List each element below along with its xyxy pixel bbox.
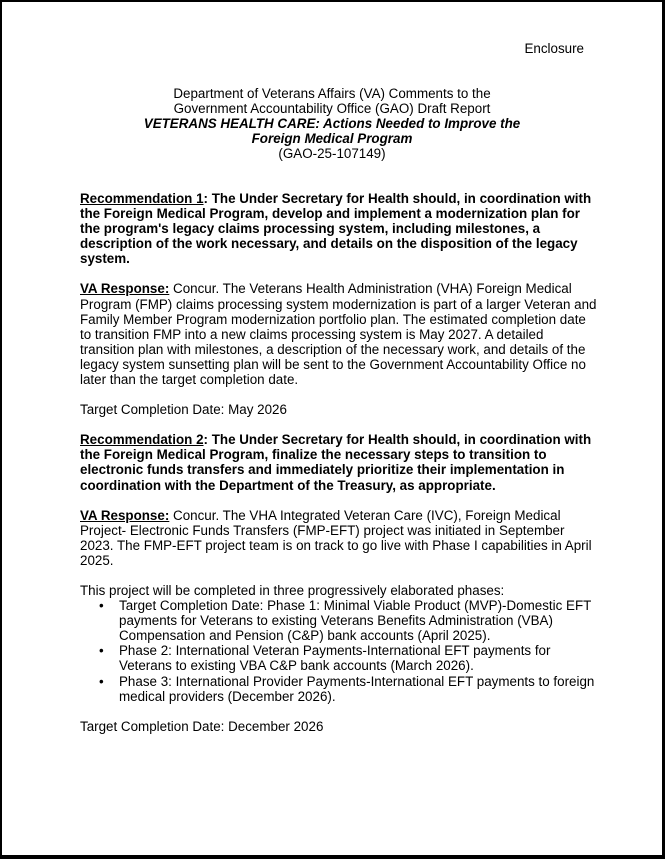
target-completion-1: Target Completion Date: May 2026 bbox=[80, 402, 287, 418]
phase-item bbox=[80, 674, 600, 704]
report-title-line-2: Foreign Medical Program bbox=[251, 131, 413, 147]
va-response-2-text: Concur. The VHA Integrated Veteran Care (IVC), Foreign Medical Project- Electronic Funds Transfers (FMP-EFT) project was initiated in September 2023. The FMP-EFT project team is on track to go live with Phase I capabilities in April 2025. bbox=[80, 507, 592, 568]
recommendation-2-label: Recommendation 2 bbox=[80, 432, 204, 448]
phase-text: Phase 2: International Veteran Payments-International EFT payments for Veterans to existing VBA C&P bank accounts (March 2026). bbox=[119, 643, 551, 674]
va-response-1-label: VA Response: bbox=[80, 281, 170, 297]
bullet-icon: • bbox=[99, 643, 104, 659]
phases-intro: This project will be completed in three progressively elaborated phases: bbox=[80, 582, 505, 598]
document-body bbox=[80, 191, 600, 749]
enclosure-label: Enclosure bbox=[524, 41, 584, 56]
header-line-2: Government Accountability Office (GAO) Draft Report bbox=[173, 101, 491, 117]
phase-text: Phase 3: International Provider Payments-International EFT payments to foreign medical providers (December 2026). bbox=[119, 673, 595, 704]
document-header bbox=[2, 86, 662, 161]
va-response-2 bbox=[80, 508, 600, 568]
va-response-1-text: Concur. The Veterans Health Administration (VHA) Foreign Medical Program (FMP) claims processing system modernization is part of a larger Veteran and Family Member Program modernization portfolio plan. The estimated completion date to transition FMP into a new claims processing system is May 2027. A detailed transition plan with milestones, a description of the necessary work, and details of the legacy system sunsetting plan will be sent to the Government Accountability Office no later than the target completion date. bbox=[80, 281, 597, 388]
bullet-icon: • bbox=[99, 673, 104, 689]
phase-item bbox=[80, 598, 600, 643]
va-response-1 bbox=[80, 281, 600, 387]
phase-item bbox=[80, 643, 600, 673]
phase-text: Target Completion Date: Phase 1: Minimal Viable Product (MVP)-Domestic EFT payments for Veterans to existing Veterans Benefits Administration (VBA) Compensation and Pension (C&P) bank accounts (April 2025). bbox=[119, 598, 592, 644]
recommendation-2-text: : The Under Secretary for Health should, in coordination with the Foreign Medical Program, finalize the necessary steps to transition to electronic funds transfers and immediately prioritize their implementation in coordination with the Department of the Treasury, as appropriate. bbox=[80, 432, 592, 493]
report-title-line-1: VETERANS HEALTH CARE: Actions Needed to Improve the bbox=[143, 116, 521, 132]
header-line-1: Department of Veterans Affairs (VA) Comments to the bbox=[173, 86, 491, 101]
recommendation-1-text: : The Under Secretary for Health should, in coordination with the Foreign Medical Program, develop and implement a modernization plan for the program's legacy claims processing system, including milestones, a description of the work necessary, and details on the disposition of the legacy system. bbox=[80, 191, 592, 267]
phases-list bbox=[80, 598, 600, 704]
recommendation-1-label: Recommendation 1 bbox=[80, 191, 204, 206]
recommendation-1 bbox=[80, 191, 600, 266]
recommendation-2 bbox=[80, 432, 600, 492]
va-response-2-label: VA Response: bbox=[80, 507, 170, 523]
bullet-icon: • bbox=[99, 598, 104, 614]
report-number: (GAO-25-107149) bbox=[278, 146, 386, 162]
target-completion-2: Target Completion Date: December 2026 bbox=[80, 718, 324, 734]
